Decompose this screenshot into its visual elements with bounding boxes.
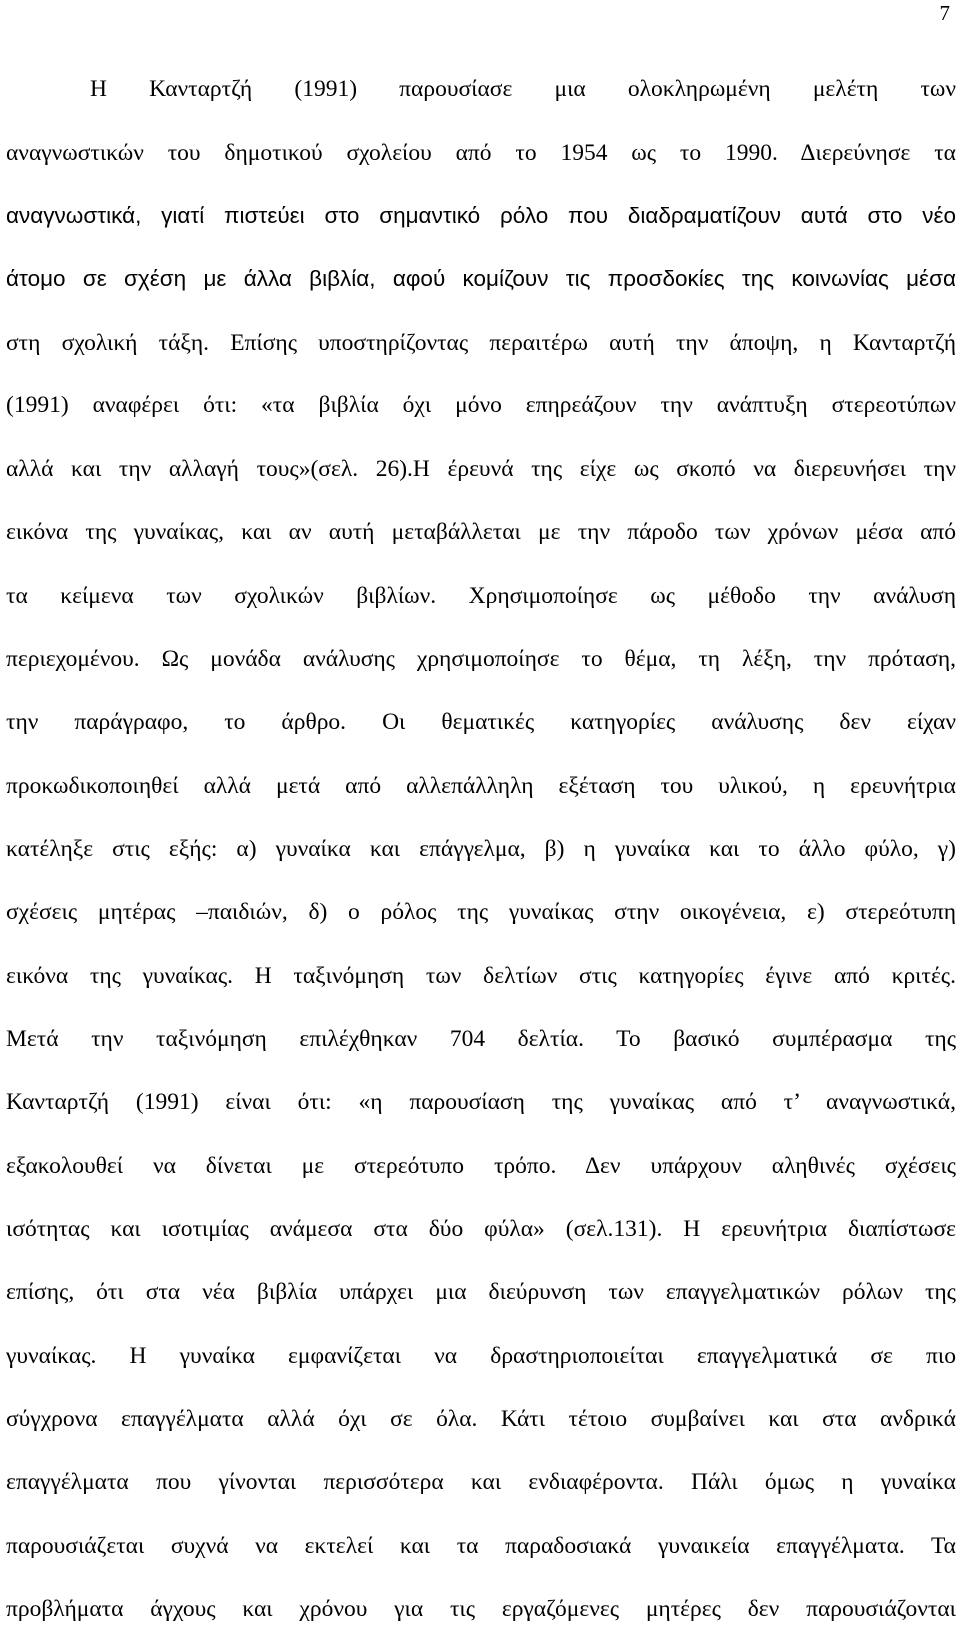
page-number: 7 xyxy=(939,1,950,25)
text-line: επίσης, ότι στα νέα βιβλία υπάρχει μια διεύρυνση των επαγγελματικών ρόλων της xyxy=(6,1279,956,1305)
text-line: εικόνα της γυναίκας. Η ταξινόμηση των δελτίων στις κατηγορίες έγινε από κριτές. xyxy=(6,963,956,989)
text-line: περιεχομένου. Ως μονάδα ανάλυσης χρησιμοποίησε το θέμα, τη λέξη, την πρόταση, xyxy=(6,646,956,672)
text-line: προβλήματα άγχους και χρόνου για τις εργαζόμενες μητέρες δεν παρουσιάζονται xyxy=(6,1596,956,1622)
text-line: κατέληξε στις εξής: α) γυναίκα και επάγγελμα, β) η γυναίκα και το άλλο φύλο, γ) xyxy=(6,836,956,862)
text-line: γυναίκας. Η γυναίκα εμφανίζεται να δραστηριοποιείται επαγγελματικά σε πιο xyxy=(6,1343,956,1369)
text-line: εξακολουθεί να δίνεται με στερεότυπο τρόπο. Δεν υπάρχουν αληθινές σχέσεις xyxy=(6,1153,956,1179)
text-line: Κανταρτζή (1991) είναι ότι: «η παρουσίαση της γυναίκας από τ’ αναγνωστικά, xyxy=(6,1089,956,1115)
text-line: τα κείμενα των σχολικών βιβλίων. Χρησιμοποίησε ως μέθοδο την ανάλυση xyxy=(6,583,956,609)
text-line: παρουσιάζεται συχνά να εκτελεί και τα παραδοσιακά γυναικεία επαγγέλματα. Τα xyxy=(6,1533,956,1559)
text-line: αλλά και την αλλαγή τους»(σελ. 26).Η έρευνά της είχε ως σκοπό να διερευνήσει την xyxy=(6,456,956,482)
text-line: Μετά την ταξινόμηση επιλέχθηκαν 704 δελτία. Το βασικό συμπέρασμα της xyxy=(6,1026,956,1052)
text-line: εικόνα της γυναίκας, και αν αυτή μεταβάλλεται με την πάροδο των χρόνων μέσα από xyxy=(6,519,956,545)
text-line: προκωδικοποιηθεί αλλά μετά από αλλεπάλληλη εξέταση του υλικού, η ερευνήτρια xyxy=(6,773,956,799)
text-line: άτομο σε σχέση με άλλα βιβλία, αφού κομίζουν τις προσδοκίες της κοινωνίας μέσα xyxy=(6,266,956,291)
text-line: (1991) αναφέρει ότι: «τα βιβλία όχι μόνο επηρεάζουν την ανάπτυξη στερεοτύπων xyxy=(6,392,956,418)
text-line: σύγχρονα επαγγέλματα αλλά όχι σε όλα. Κάτι τέτοιο συμβαίνει και στα ανδρικά xyxy=(6,1406,956,1432)
text-line: σχέσεις μητέρας –παιδιών, δ) ο ρόλος της γυναίκας στην οικογένεια, ε) στερεότυπη xyxy=(6,899,956,925)
text-line: την παράγραφο, το άρθρο. Οι θεματικές κατηγορίες ανάλυσης δεν είχαν xyxy=(6,709,956,735)
text-line: αναγνωστικά, γιατί πιστεύει στο σημαντικό ρόλο που διαδραματίζουν αυτά στο νέο xyxy=(6,203,956,228)
text-line: ισότητας και ισοτιμίας ανάμεσα στα δύο φύλα» (σελ.131). Η ερευνήτρια διαπίστωσε xyxy=(6,1216,956,1242)
text-line: στη σχολική τάξη. Επίσης υποστηρίζοντας περαιτέρω αυτή την άποψη, η Κανταρτζή xyxy=(6,330,956,356)
text-line: Η Κανταρτζή (1991) παρουσίασε μια ολοκληρωμένη μελέτη των xyxy=(90,76,956,102)
text-line: αναγνωστικών του δημοτικού σχολείου από το 1954 ως το 1990. Διερεύνησε τα xyxy=(6,140,956,166)
text-line: επαγγέλματα που γίνονται περισσότερα και ενδιαφέροντα. Πάλι όμως η γυναίκα xyxy=(6,1469,956,1495)
